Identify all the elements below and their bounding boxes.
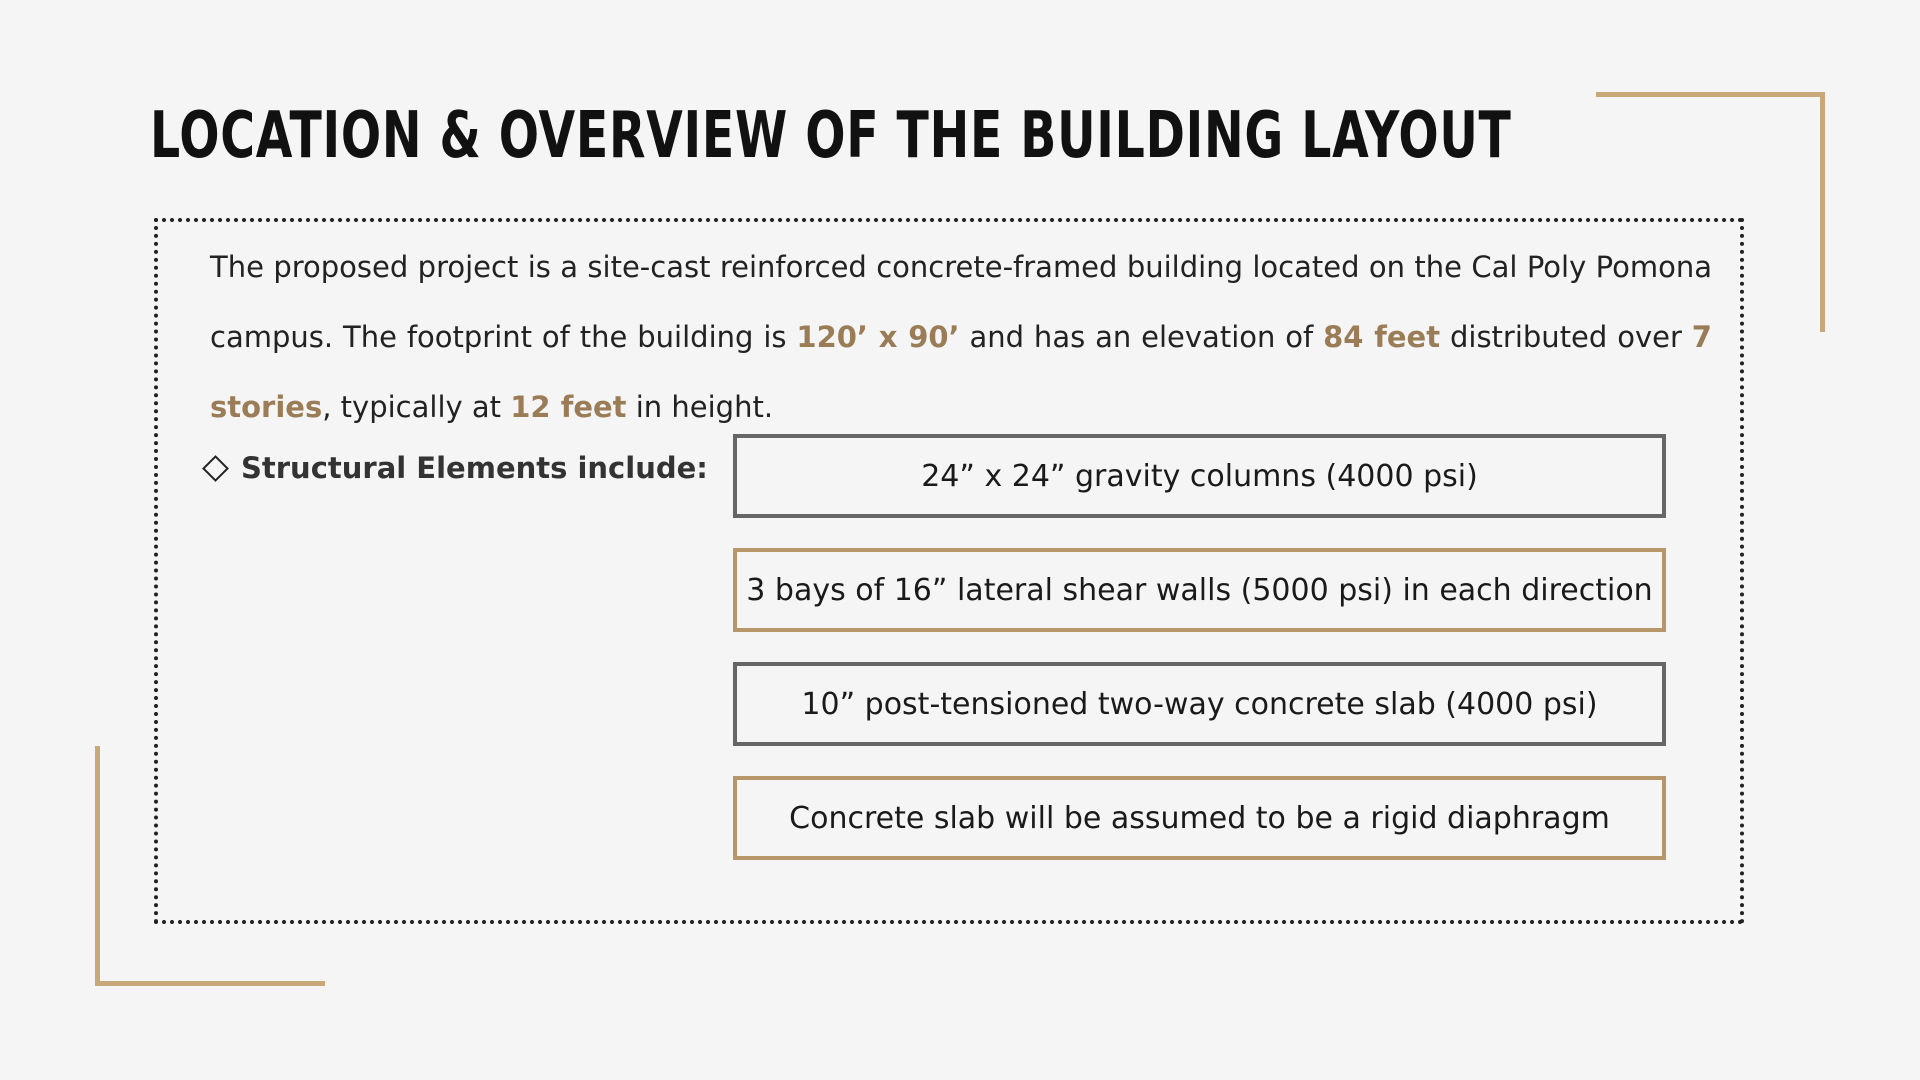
intro-text-2: and has an elevation of	[959, 320, 1324, 354]
structural-element-box: 10” post-tensioned two-way concrete slab (4000 psi)	[733, 662, 1666, 746]
story-height-value: 12 feet	[510, 390, 627, 424]
elevation-value: 84 feet	[1323, 320, 1441, 354]
structural-element-box: 24” x 24” gravity columns (4000 psi)	[733, 434, 1666, 518]
decorative-bracket-top-right-vertical	[1820, 92, 1825, 332]
footprint-value: 120’ x 90’	[796, 320, 960, 354]
intro-text-3: distributed over	[1440, 320, 1692, 354]
decorative-bracket-bottom-left-vertical	[95, 746, 100, 986]
intro-text-4: , typically at	[322, 390, 511, 424]
decorative-bracket-bottom-left	[95, 981, 325, 986]
diamond-icon	[202, 455, 229, 482]
decorative-bracket-top-right	[1596, 92, 1825, 97]
slide-title: LOCATION & OVERVIEW OF THE BUILDING LAYOUT	[150, 99, 1512, 173]
intro-paragraph	[210, 232, 1712, 442]
structural-element-box: Concrete slab will be assumed to be a rigid diaphragm	[733, 776, 1666, 860]
structural-element-box: 3 bays of 16” lateral shear walls (5000 psi) in each direction	[733, 548, 1666, 632]
intro-text-5: in height.	[626, 390, 774, 424]
stories-value: 7 stories	[210, 320, 1712, 424]
intro-text-1: The proposed project is a site-cast reinforced concrete-framed building located on the Cal Poly Pomona campus. The footprint of the building is	[210, 250, 1712, 354]
structural-elements-label: Structural Elements include:	[241, 451, 708, 485]
structural-elements-heading	[200, 448, 708, 488]
